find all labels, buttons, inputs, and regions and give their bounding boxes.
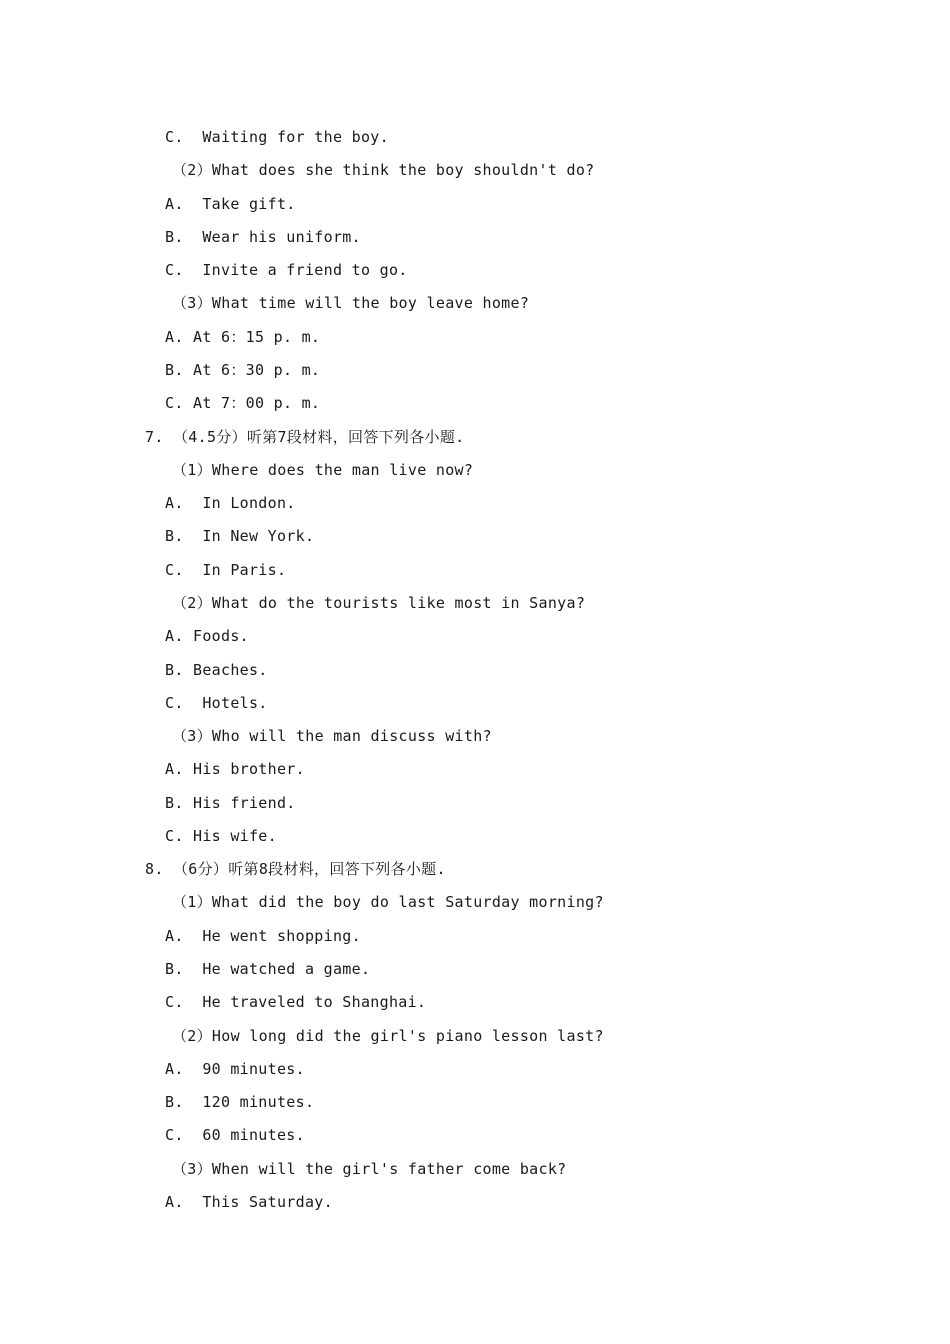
option-line: C. Invite a friend to go. <box>165 261 408 280</box>
question-line: （3）What time will the boy leave home? <box>172 294 530 313</box>
option-line: C. He traveled to Shanghai. <box>165 993 427 1012</box>
question-line: （3）Who will the man discuss with? <box>172 727 492 745</box>
option-line: C. Hotels. <box>165 693 268 712</box>
section-heading: 8. （6分）听第8段材料，回答下列各小题. <box>145 860 446 879</box>
option-line: B. His friend. <box>165 793 296 812</box>
option-line: B. Beaches. <box>165 660 268 679</box>
option-line: B. 120 minutes. <box>165 1093 315 1112</box>
option-line: B. He watched a game. <box>165 960 371 978</box>
option-line: C. Waiting for the boy. <box>165 128 389 146</box>
option-line: C. At 7：00 p. m. <box>165 394 321 413</box>
question-line: （3）When will the girl's father come back? <box>172 1159 567 1178</box>
option-line: A. Foods. <box>165 627 249 646</box>
option-line: C. His wife. <box>165 826 277 845</box>
question-line: （1）Where does the man live now? <box>172 460 474 479</box>
option-line: C. In Paris. <box>165 560 287 579</box>
option-line: B. At 6：30 p. m. <box>165 361 321 379</box>
option-line: C. 60 minutes. <box>165 1126 305 1145</box>
question-line: （1）What did the boy do last Saturday morning? <box>172 893 604 912</box>
question-line: （2）How long did the girl's piano lesson last? <box>172 1026 604 1045</box>
option-line: A. 90 minutes. <box>165 1059 305 1078</box>
option-line: A. Take gift. <box>165 194 296 213</box>
option-line: A. At 6：15 p. m. <box>165 327 321 346</box>
question-line: （2）What do the tourists like most in Sanya? <box>172 593 586 612</box>
section-heading: 7. （4.5分）听第7段材料，回答下列各小题. <box>145 427 465 446</box>
question-line: （2）What does she think the boy shouldn't do? <box>172 161 595 180</box>
option-line: A. In London. <box>165 494 296 513</box>
option-line: B. Wear his uniform. <box>165 227 361 246</box>
option-line: A. This Saturday. <box>165 1193 333 1211</box>
option-line: A. He went shopping. <box>165 926 361 945</box>
option-line: B. In New York. <box>165 527 315 546</box>
option-line: A. His brother. <box>165 760 305 779</box>
